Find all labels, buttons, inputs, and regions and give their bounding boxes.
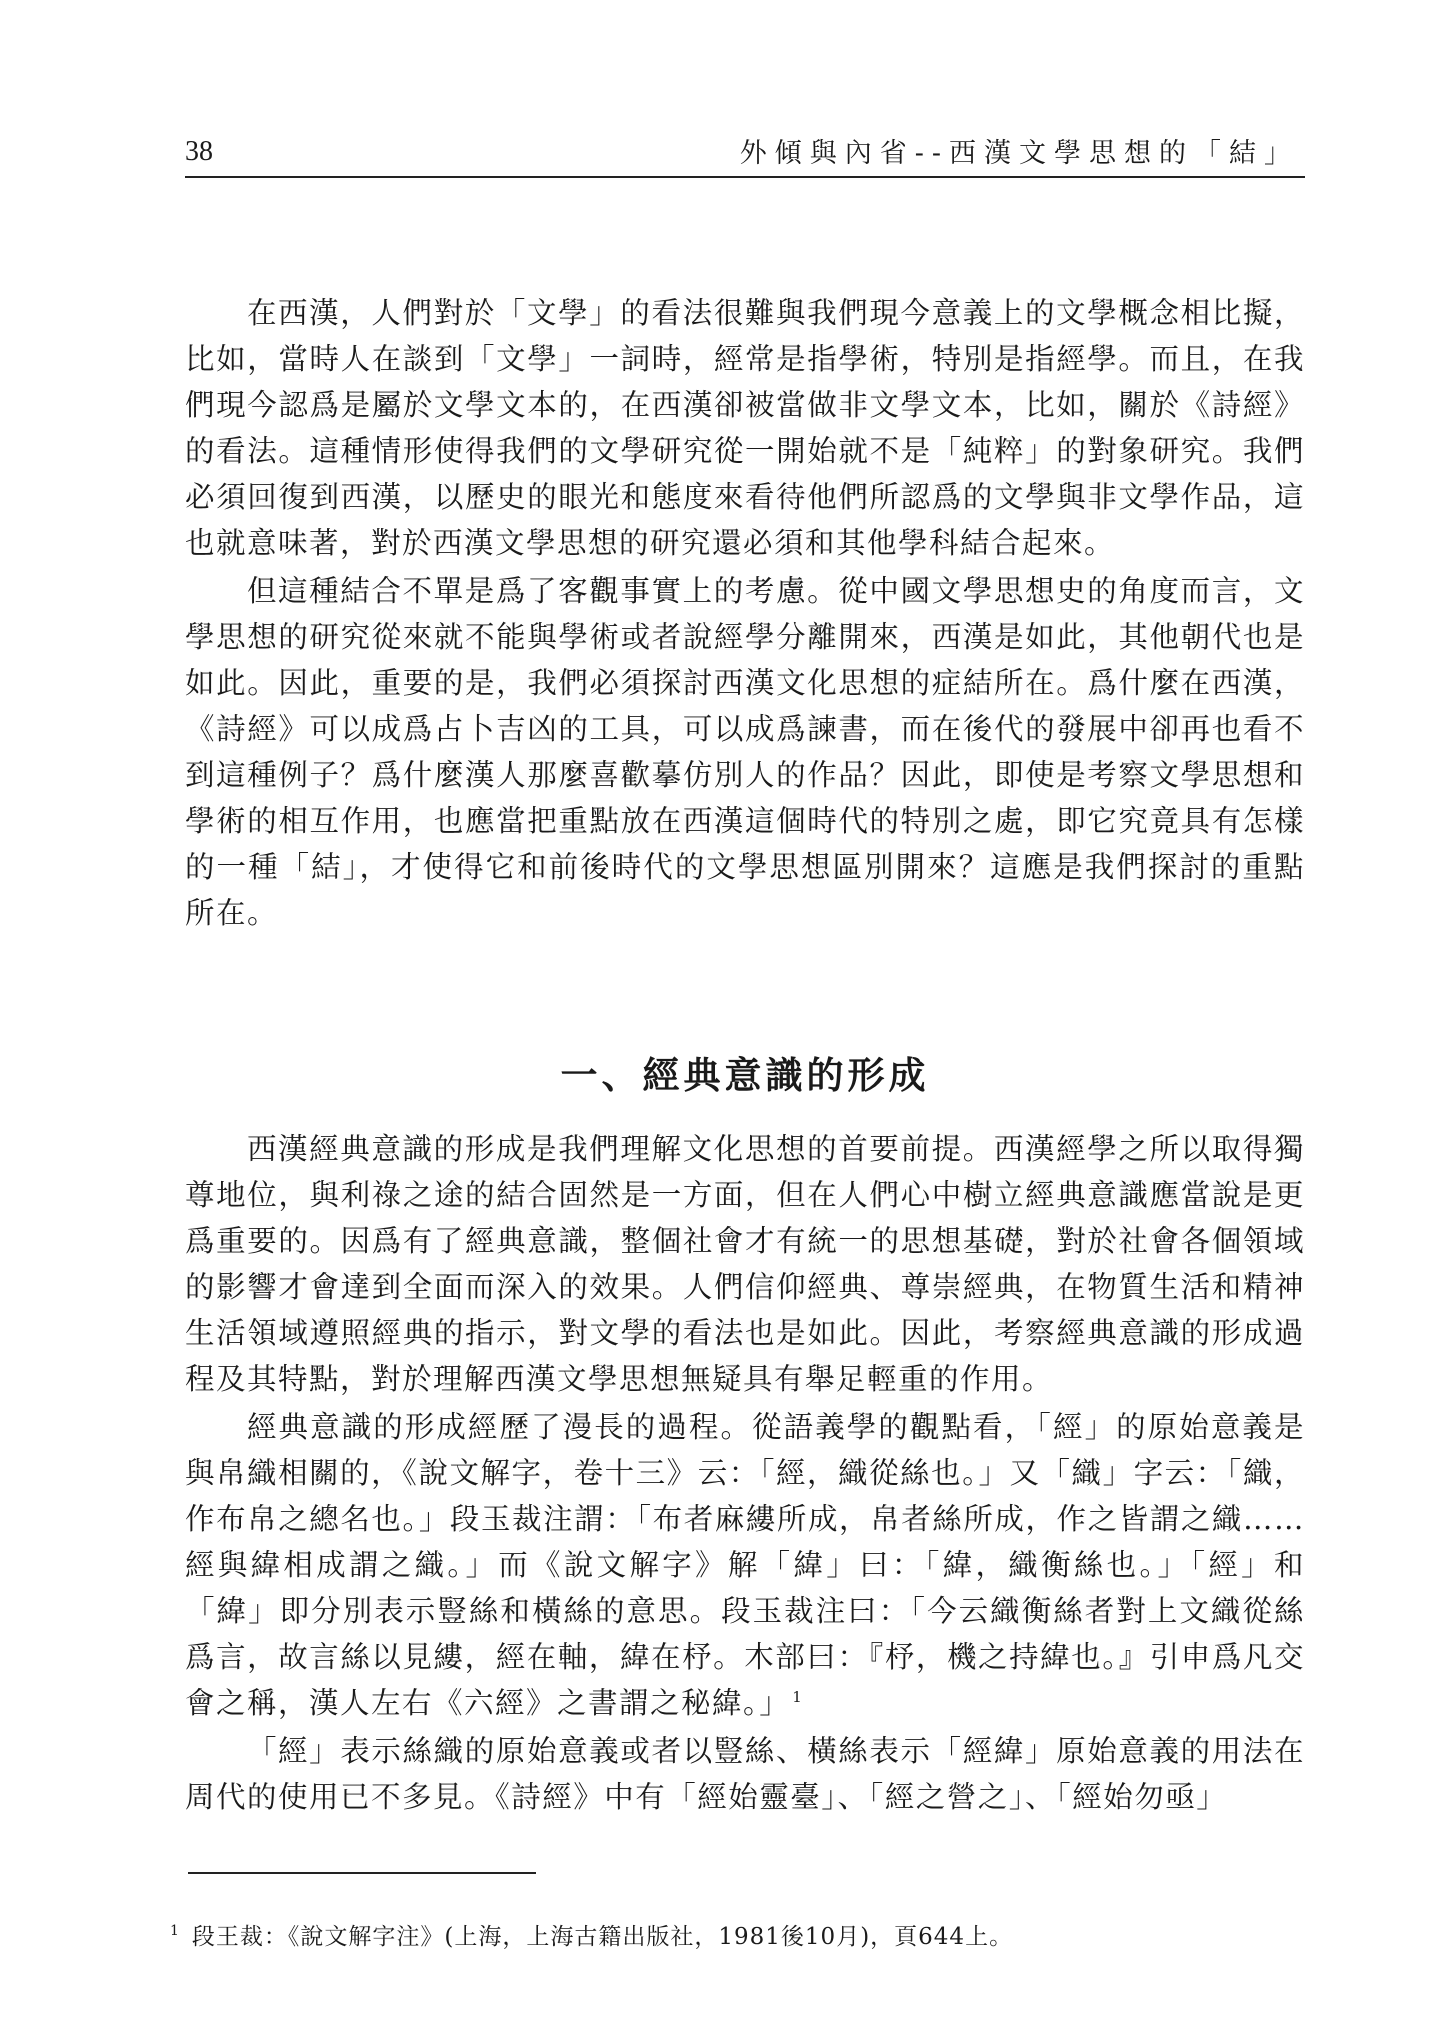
footnote [170,1918,1310,1951]
page-number: 38 [185,136,213,167]
page-header [185,128,1305,178]
section-body [185,1126,1305,1822]
intro-paragraph: 在西漢，人們對於「文學」的看法很難與我們現今意義上的文學概念相比擬，比如，當時人在談到「文學」一詞時，經常是指學術，特別是指經學。而且，在我們現今認爲是屬於文學文本的，在西漢卻被當做非文學文本，比如，關於《詩經》的看法。這種情形使得我們的文學研究從一開始就不是「純粹」的對象研究。我們必須回復到西漢，以歷史的眼光和態度來看待他們所認爲的文學與非文學作品，這也就意味著，對於西漢文學思想的研究還必須和其他學科結合起來。 [185,296,1305,560]
intro-section [185,290,1305,938]
section-paragraph [185,1404,1305,1726]
footnote-marker: 1 [170,1923,180,1940]
footnote-text: 段王裁：《說文解字注》(上海，上海古籍出版社，1981後10月)，頁644上。 [191,1924,1014,1950]
footnote-divider [188,1872,536,1874]
intro-paragraph: 但這種結合不單是爲了客觀事實上的考慮。從中國文學思想史的角度而言，文學思想的研究從來就不能與學術或者說經學分離開來，西漢是如此，其他朝代也是如此。因此，重要的是，我們必須探討西漢文化思想的症結所在。爲什麼在西漢，《詩經》可以成爲占卜吉凶的工具，可以成爲諫書，而在後代的發展中卻再也看不到這種例子？爲什麼漢人那麼喜歡摹仿別人的作品？因此，即使是考察文學思想和學術的相互作用，也應當把重點放在西漢這個時代的特別之處，即它究竟具有怎樣的一種「結」，才使得它和前後時代的文學思想區別開來？這應是我們探討的重點所在。 [185,574,1305,930]
section-paragraph: 西漢經典意識的形成是我們理解文化思想的首要前提。西漢經學之所以取得獨尊地位，與利祿之途的結合固然是一方面，但在人們心中樹立經典意識應當說是更爲重要的。因爲有了經典意識，整個社會才有統一的思想基礎，對於社會各個領域的影響才會達到全面而深入的效果。人們信仰經典、尊崇經典，在物質生活和精神生活領域遵照經典的指示，對文學的看法也是如此。因此，考察經典意識的形成過程及其特點，對於理解西漢文學思想無疑具有舉足輕重的作用。 [185,1132,1305,1396]
section-paragraph: 「經」表示絲織的原始意義或者以豎絲、橫絲表示「經緯」原始意義的用法在周代的使用已不多見。《詩經》中有「經始靈臺」、「經之營之」、「經始勿亟」 [185,1734,1305,1814]
section-paragraph-text: 經典意識的形成經歷了漫長的過程。從語義學的觀點看，「經」的原始意義是與帛織相關的，《說文解字，卷十三》云：「經，織從絲也。」又「織」字云：「織，作布帛之總名也。」段玉裁注謂：「布者麻縷所成，帛者絲所成，作之皆謂之織……經與緯相成謂之織。」而《說文解字》解「緯」曰：「緯，織衡絲也。」「經」和「緯」即分別表示豎絲和橫絲的意思。段玉裁注曰：「今云織衡絲者對上文織從絲爲言，故言絲以見縷，經在軸，緯在杼。木部曰：『杼，機之持緯也。』引申爲凡交會之稱，漢人左右《六經》之書謂之秘緯。」 [185,1410,1305,1720]
running-title: 外傾與內省--西漢文學思想的「結」 [739,138,1299,169]
footnote-reference[interactable]: 1 [792,1688,804,1707]
section-heading: 一、經典意識的形成 [560,1054,930,1097]
